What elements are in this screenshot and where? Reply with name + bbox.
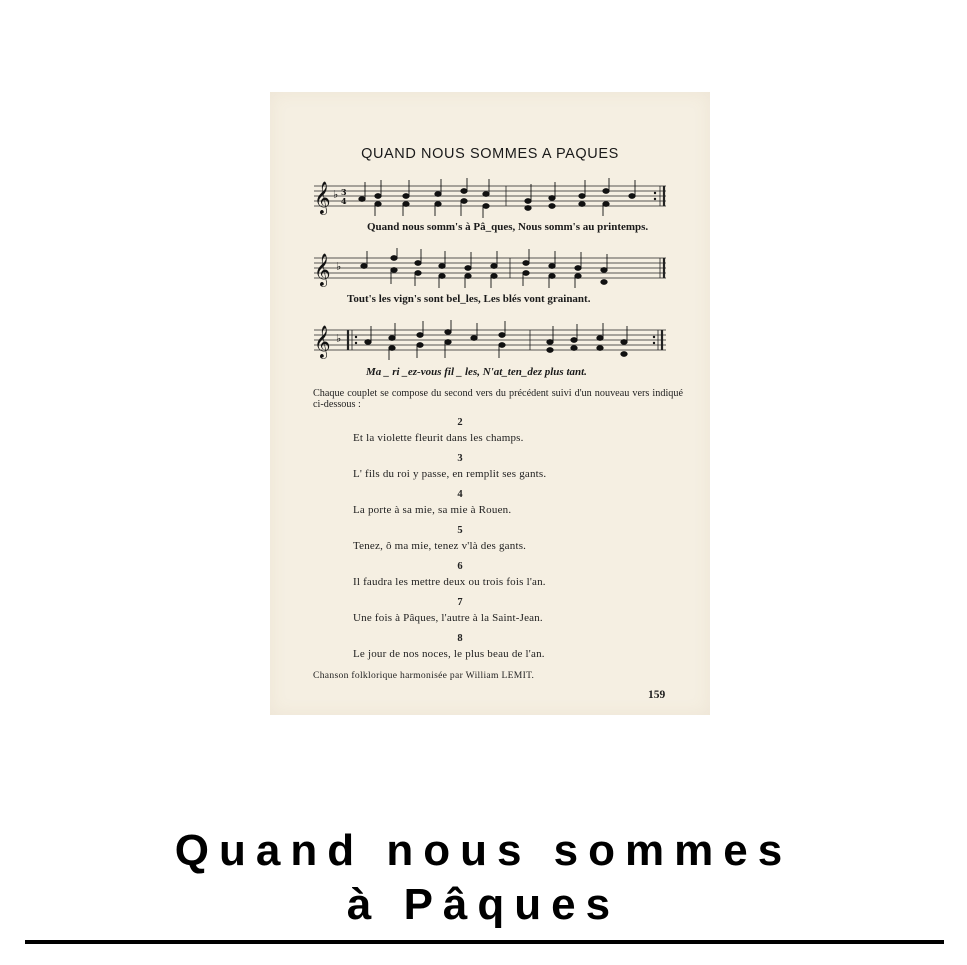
staff-1-lyrics: Quand nous somm's à Pâ_ques, Nous somm's au printemps.: [367, 221, 649, 233]
verse-number: 5: [457, 525, 463, 536]
svg-text:𝄞: 𝄞: [314, 181, 331, 214]
caption-title: [0, 824, 967, 932]
caption-line-2: à Pâques: [346, 880, 621, 929]
credit-line: Chanson folklorique harmonisée par William LEMIT.: [313, 670, 535, 681]
verse-line: Et la violette fleurit dans les champs.: [353, 432, 524, 444]
caption-line-1: Quand nous sommes: [174, 826, 793, 875]
staff-2-lyrics: Tout's les vign's sont bel_les, Les blés vont grainant.: [347, 293, 591, 305]
music-staff-2: [314, 248, 674, 290]
verse-number: 4: [457, 489, 463, 500]
song-title: QUAND NOUS SOMMES A PAQUES: [361, 146, 619, 162]
caption-underline: [25, 940, 944, 944]
verse-line: Tenez, ô ma mie, tenez v'là des gants.: [353, 540, 527, 552]
verse-line: Il faudra les mettre deux ou trois fois l'an.: [353, 576, 546, 588]
svg-text:♭: ♭: [336, 332, 342, 345]
svg-text:𝄞: 𝄞: [314, 325, 331, 358]
page-number: 159: [648, 689, 666, 701]
scanned-music-page: [270, 92, 710, 715]
staff-3-lyrics: Ma _ ri _ez-vous fil _ les, N'at_ten_dez plus tant.: [366, 366, 587, 378]
verse-number: 3: [457, 453, 463, 464]
verse-line: Une fois à Pâques, l'autre à la Saint-Jean.: [353, 612, 543, 624]
svg-text:4: 4: [341, 196, 347, 206]
verse-line: L' fils du roi y passe, en remplit ses gants.: [353, 468, 547, 480]
music-staff-3: [314, 320, 674, 362]
svg-text:𝄞: 𝄞: [314, 253, 331, 286]
verse-number: 8: [457, 633, 463, 644]
verse-line: Le jour de nos noces, le plus beau de l'an.: [353, 648, 545, 660]
svg-text:♭: ♭: [333, 188, 339, 201]
verse-number: 2: [457, 417, 463, 428]
music-staff-1: [314, 178, 674, 220]
svg-text:3: 3: [341, 187, 347, 197]
intro-note: Chaque couplet se compose du second vers du précédent suivi d'un nouveau vers indiqué ci-dessous :: [313, 388, 683, 410]
verse-line: La porte à sa mie, sa mie à Rouen.: [353, 504, 512, 516]
svg-text:♭: ♭: [336, 260, 342, 273]
verse-number: 7: [457, 597, 463, 608]
verse-number: 6: [457, 561, 463, 572]
